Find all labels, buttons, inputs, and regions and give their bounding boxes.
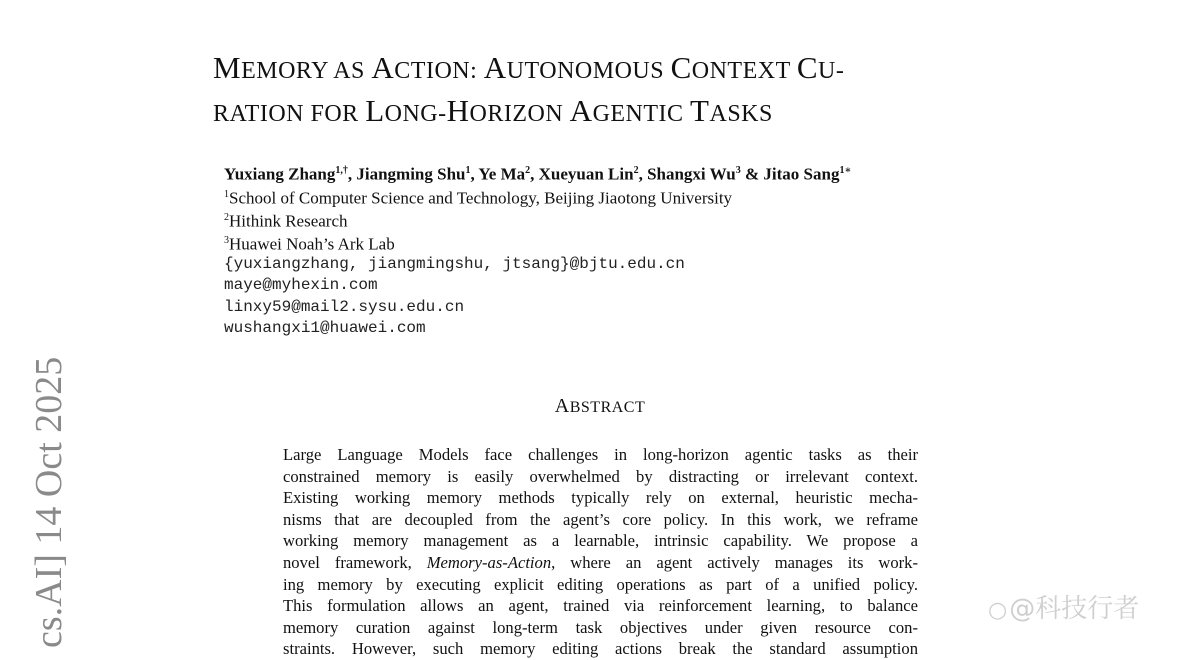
title-fragment: M bbox=[213, 50, 242, 85]
abstract-line bbox=[283, 552, 918, 574]
affiliation-text: School of Computer Science and Technology, Beijing Jiaotong University bbox=[229, 188, 733, 208]
email-line: maye@myhexin.com bbox=[224, 276, 378, 294]
abstract-text: Existing working memory methods typically rely on external, heuristic mecha- bbox=[283, 488, 918, 508]
title-fragment: C bbox=[670, 50, 692, 85]
title-line-1 bbox=[213, 48, 1013, 91]
title-fragment: UTONOMOUS bbox=[506, 58, 671, 84]
author-separator: , bbox=[638, 164, 648, 184]
arxiv-sidebar bbox=[22, 0, 76, 648]
title-fragment: CTION: bbox=[394, 58, 484, 84]
weibo-icon: ○ bbox=[988, 598, 1008, 623]
abstract-text: straints. However, such memory editing actions break the standard assumption bbox=[283, 639, 918, 659]
abstract-line bbox=[283, 617, 918, 639]
abstract-line bbox=[283, 444, 918, 466]
author-name: Shangxi Wu bbox=[647, 164, 736, 184]
abstract-body bbox=[283, 444, 918, 660]
abstract-line bbox=[283, 574, 918, 596]
abstract-heading bbox=[0, 395, 1200, 418]
abstract-line bbox=[283, 509, 918, 531]
title-fragment: A bbox=[483, 50, 507, 85]
author-name: Xueyuan Lin bbox=[538, 164, 634, 184]
watermark-text: @科技行者 bbox=[1009, 594, 1140, 624]
title-fragment: A bbox=[371, 50, 395, 85]
title-fragment: U- bbox=[818, 58, 845, 84]
abstract-text: working memory management as a learnable, intrinsic capability. We propose a bbox=[283, 531, 918, 551]
abstract-line bbox=[283, 595, 918, 617]
author-list bbox=[224, 160, 1004, 186]
author-separator: , bbox=[470, 164, 479, 184]
arxiv-identifier: cs.AI] 14 Oct 2025 bbox=[28, 356, 70, 648]
title-fragment: ONTEXT bbox=[691, 58, 797, 84]
abstract-line bbox=[283, 530, 918, 552]
abstract-line bbox=[283, 466, 918, 488]
title-fragment: T bbox=[690, 93, 710, 128]
abstract-line bbox=[283, 638, 918, 660]
abstract-text: novel framework, bbox=[283, 552, 427, 572]
abstract-text: ing memory by executing explicit editing operations as part of a unified policy. bbox=[283, 574, 918, 594]
affiliation-line bbox=[224, 207, 348, 233]
abstract-heading-rest: BSTRACT bbox=[569, 399, 646, 416]
email-line: linxy59@mail2.sysu.edu.cn bbox=[224, 298, 465, 316]
affiliation-line bbox=[224, 184, 732, 210]
title-fragment: L bbox=[365, 93, 385, 128]
author-separator: , bbox=[347, 164, 357, 184]
affiliation-mark: 2 bbox=[224, 212, 229, 223]
abstract-text: This formulation allows an agent, trained via reinforcement learning, to balance bbox=[283, 596, 918, 616]
author-separator: & bbox=[740, 164, 764, 184]
abstract-emphasis: Memory-as-Action bbox=[426, 552, 552, 572]
title-line-2 bbox=[213, 91, 1013, 134]
title-fragment: RATION FOR bbox=[213, 101, 366, 127]
title-fragment: ONG- bbox=[384, 101, 447, 127]
abstract-text: nisms that are decoupled from the agent’s core policy. In this work, we reframe bbox=[283, 509, 918, 529]
affiliation-text: Hithink Research bbox=[229, 211, 348, 231]
affiliation-text: Huawei Noah’s Ark Lab bbox=[229, 234, 395, 254]
paper-title bbox=[213, 48, 1013, 134]
author-affiliation-mark: 2 bbox=[525, 165, 531, 176]
title-fragment: A bbox=[569, 93, 593, 128]
title-fragment: ASKS bbox=[709, 101, 773, 127]
abstract-heading-initial: A bbox=[554, 395, 570, 417]
email-line: wushangxi1@huawei.com bbox=[224, 319, 426, 337]
affiliation-line bbox=[224, 230, 395, 256]
author-affiliation-mark: 3 bbox=[735, 165, 741, 176]
author-affiliation-mark: 2 bbox=[633, 165, 639, 176]
author-affiliation-mark: 1,† bbox=[335, 165, 348, 176]
title-fragment: GENTIC bbox=[592, 101, 691, 127]
author-name: Jitao Sang bbox=[763, 164, 840, 184]
title-fragment: C bbox=[796, 50, 818, 85]
abstract-text: memory curation against long-term task objectives under given resource con- bbox=[283, 617, 918, 637]
email-line: {yuxiangzhang, jiangmingshu, jtsang}@bjtu.edu.cn bbox=[224, 255, 685, 273]
affiliation-mark: 3 bbox=[224, 235, 229, 246]
title-fragment: H bbox=[446, 93, 470, 128]
author-affiliation-mark: 1 bbox=[465, 165, 471, 176]
affiliation-mark: 1 bbox=[224, 189, 229, 200]
title-fragment: EMORY AS bbox=[241, 58, 372, 84]
author-affiliation-mark: 1∗ bbox=[839, 165, 852, 176]
abstract-text: Large Language Models face challenges in long-horizon agentic tasks as their bbox=[283, 445, 918, 464]
title-fragment: ORIZON bbox=[469, 101, 570, 127]
author-name: Yuxiang Zhang bbox=[224, 164, 336, 184]
abstract-text: constrained memory is easily overwhelmed by distracting or irrelevant context. bbox=[283, 466, 918, 486]
abstract-line bbox=[283, 487, 918, 509]
abstract-text: , where an agent actively manages its work- bbox=[551, 552, 918, 572]
source-watermark bbox=[988, 588, 1139, 625]
author-separator: , bbox=[530, 164, 539, 184]
author-name: Ye Ma bbox=[478, 164, 526, 184]
author-name: Jiangming Shu bbox=[356, 164, 466, 184]
